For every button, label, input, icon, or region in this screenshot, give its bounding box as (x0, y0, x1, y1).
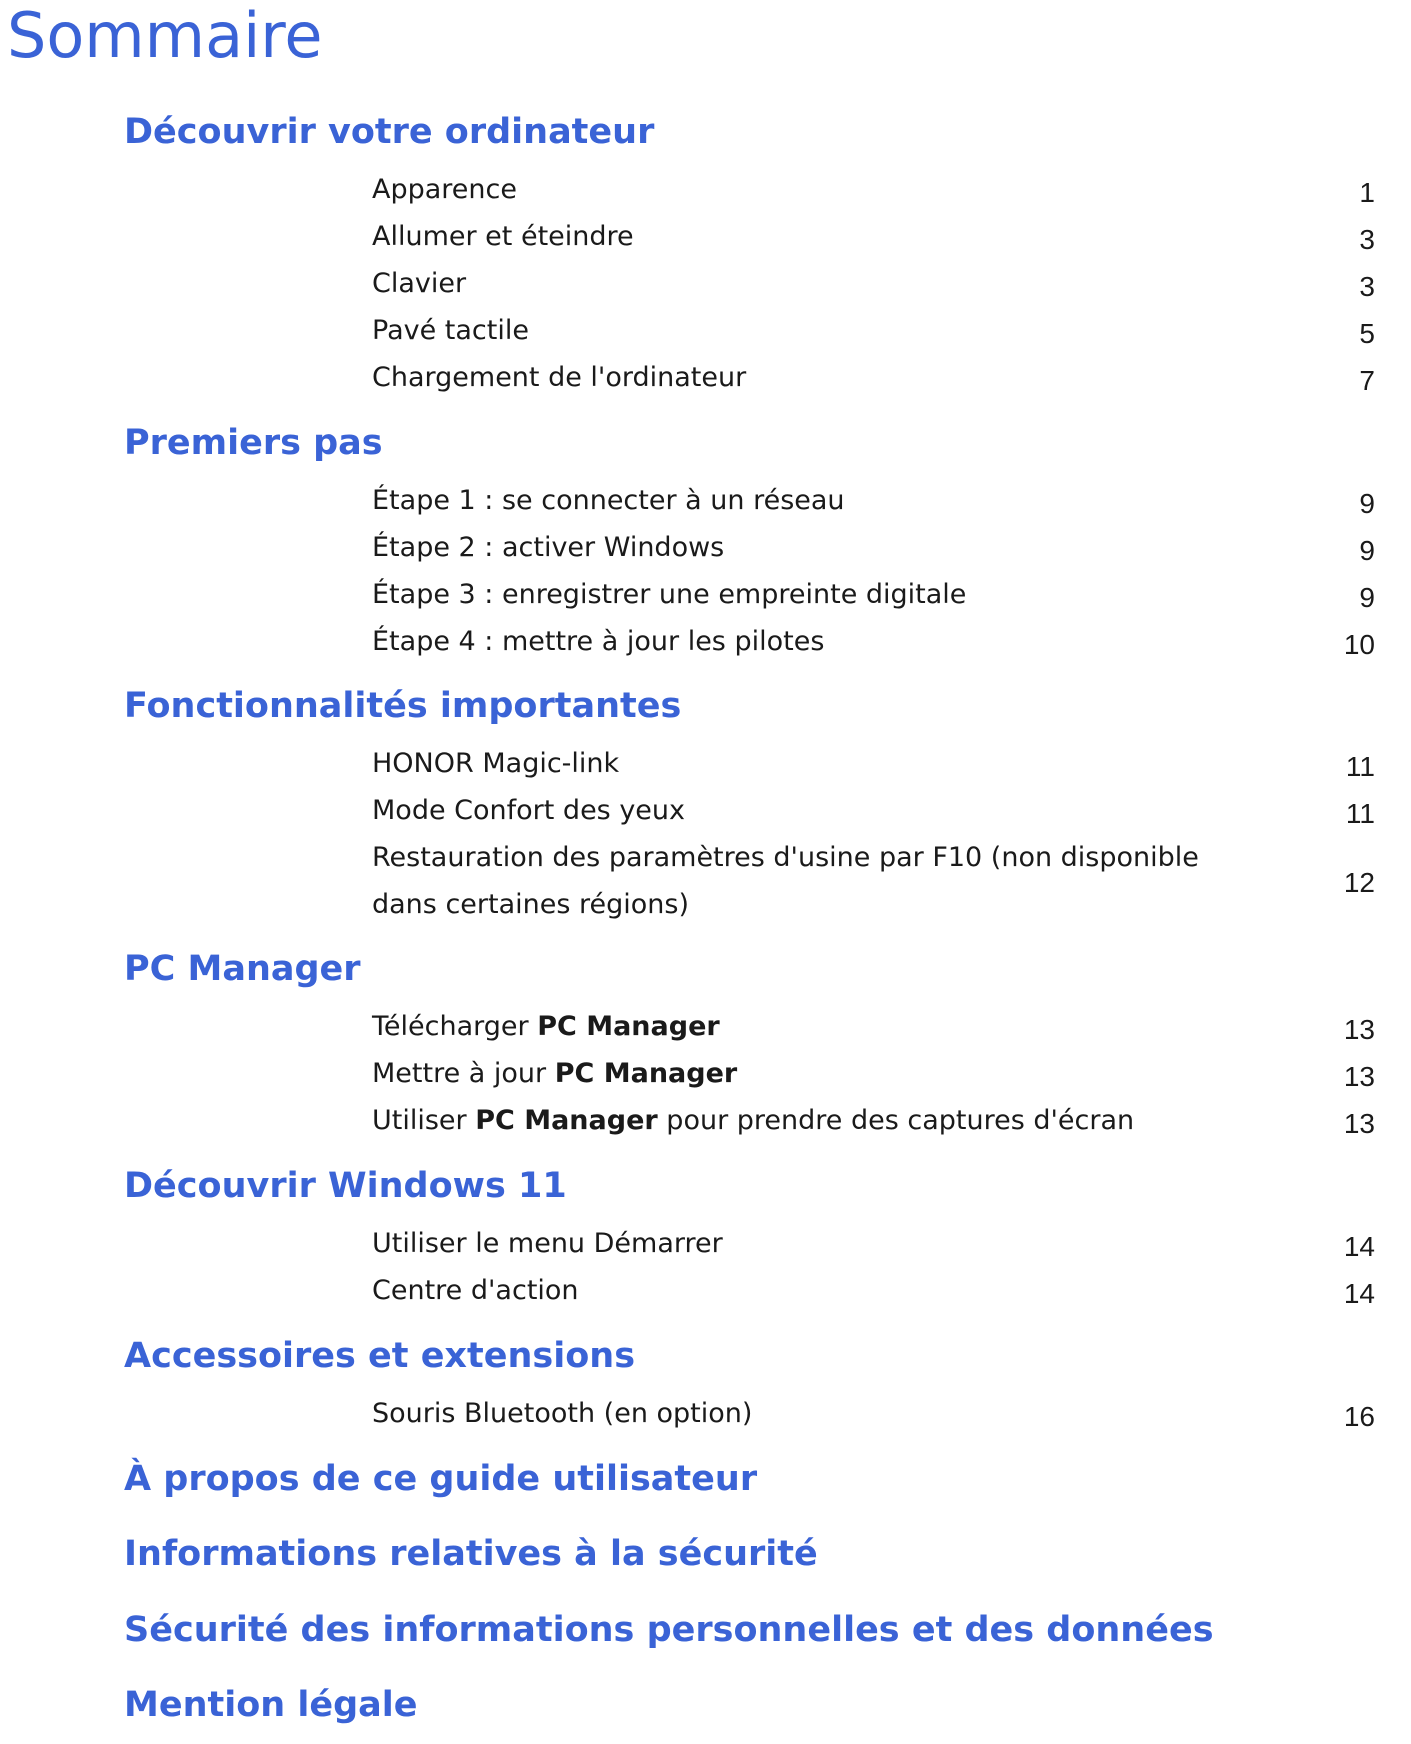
page-number: 13 (1343, 1061, 1375, 1092)
toc-entry[interactable]: Clavier (372, 268, 467, 299)
page-number: 13 (1343, 1014, 1375, 1045)
entry-text: pour prendre des captures d'écran (657, 1105, 1135, 1136)
section-title[interactable]: Découvrir Windows 11 (124, 1166, 567, 1206)
toc-entry[interactable] (372, 1003, 1262, 1050)
toc-entry[interactable] (372, 1050, 1262, 1097)
page-number: 14 (1343, 1278, 1375, 1309)
section-title[interactable]: Découvrir votre ordinateur (124, 112, 655, 152)
entry-emphasis: PC Manager (554, 1058, 738, 1089)
section-title[interactable]: PC Manager (124, 949, 361, 989)
toc-entry[interactable]: Apparence (372, 174, 517, 205)
entry-text: Télécharger (372, 1011, 538, 1042)
page-number: 7 (1359, 365, 1375, 396)
toc-entry[interactable]: Pavé tactile (372, 315, 529, 346)
section-title[interactable]: Premiers pas (124, 423, 383, 463)
page-number: 13 (1343, 1108, 1375, 1139)
toc-entry[interactable]: Mode Confort des yeux (372, 795, 686, 826)
toc-entry[interactable]: Utiliser le menu Démarrer (372, 1228, 723, 1259)
page-number: 14 (1343, 1231, 1375, 1262)
toc-entry[interactable]: Centre d'action (372, 1275, 579, 1306)
toc-entry[interactable] (372, 1097, 1262, 1144)
toc-entry[interactable]: HONOR Magic-link (372, 748, 620, 779)
page-number: 9 (1359, 535, 1375, 566)
page-number: 9 (1359, 582, 1375, 613)
section-title[interactable]: Sécurité des informations personnelles et des données (124, 1610, 1214, 1650)
section-title[interactable]: Mention légale (124, 1685, 418, 1725)
page-number: 10 (1343, 629, 1375, 660)
page-number: 5 (1359, 318, 1375, 349)
page-number: 1 (1359, 177, 1375, 208)
page-number: 9 (1359, 488, 1375, 519)
section-title[interactable]: Accessoires et extensions (124, 1336, 636, 1376)
toc-entry[interactable]: Étape 3 : enregistrer une empreinte digitale (372, 579, 967, 610)
entry-emphasis: PC Manager (475, 1105, 658, 1136)
toc-entry[interactable]: Restauration des paramètres d'usine par F10 (non disponible dans certaines régions) (372, 842, 1199, 920)
toc-entry[interactable]: Chargement de l'ordinateur (372, 362, 747, 393)
page-number: 12 (1343, 867, 1375, 898)
entry-emphasis: PC Manager (537, 1011, 720, 1042)
page-number: 16 (1343, 1401, 1375, 1432)
entry-text: Mettre à jour (372, 1058, 555, 1089)
toc-entry[interactable]: Étape 4 : mettre à jour les pilotes (372, 626, 825, 657)
section-title[interactable]: À propos de ce guide utilisateur (124, 1459, 758, 1499)
toc-entry[interactable]: Souris Bluetooth (en option) (372, 1398, 753, 1429)
page-number: 11 (1345, 798, 1375, 829)
page-title: Sommaire (7, 0, 323, 72)
page-number: 3 (1359, 224, 1375, 255)
toc-entry[interactable]: Étape 1 : se connecter à un réseau (372, 485, 845, 516)
entry-text: Utiliser (372, 1105, 476, 1136)
page-number: 11 (1345, 751, 1375, 782)
page-number: 3 (1359, 271, 1375, 302)
toc-entry[interactable]: Étape 2 : activer Windows (372, 532, 725, 563)
section-title[interactable]: Fonctionnalités importantes (124, 686, 682, 726)
toc-entry[interactable]: Allumer et éteindre (372, 221, 634, 252)
section-title[interactable]: Informations relatives à la sécurité (124, 1534, 818, 1574)
